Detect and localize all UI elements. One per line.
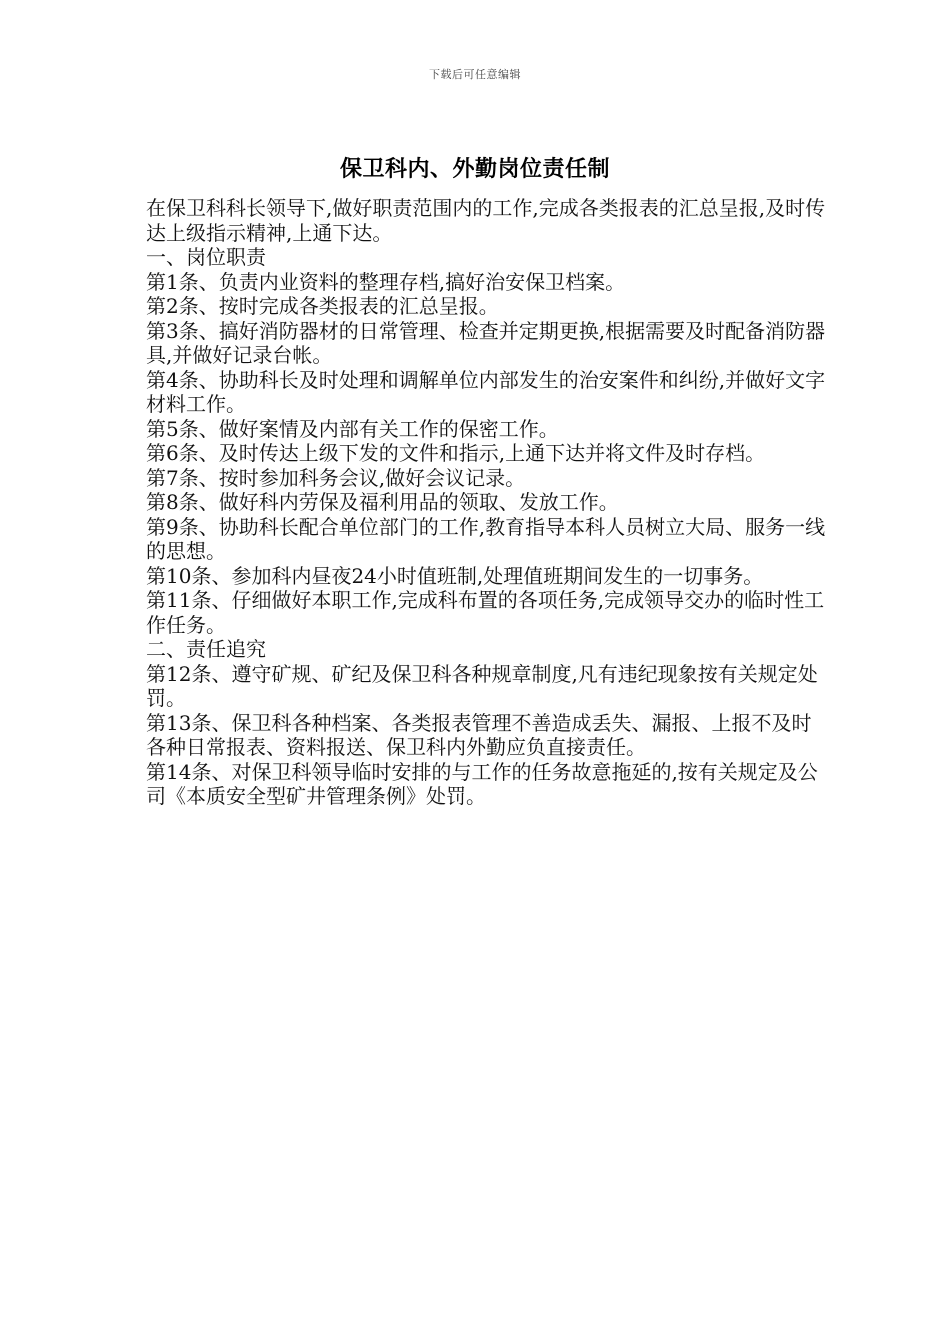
article-9: 第9条、协助科长配合单位部门的工作,教育指导本科人员树立大局、服务一线的思想。 [146,514,826,563]
article-14: 第14条、对保卫科领导临时安排的与工作的任务故意拖延的,按有关规定及公司《本质安全型矿井管理条例》处罚。 [146,759,818,808]
article-1: 第1条、负责内业资料的整理存档,搞好治安保卫档案。 [146,269,626,294]
article-11: 第11条、仔细做好本职工作,完成科布置的各项任务,完成领导交办的临时性工作任务。 [146,588,825,637]
article-10: 第10条、参加科内昼夜24小时值班制,处理值班期间发生的一切事务。 [146,563,764,588]
article-13: 第13条、保卫科各种档案、各类报表管理不善造成丢失、漏报、上报不及时各种日常报表、资料报送、保卫科内外勤应负直接责任。 [146,710,812,759]
article-12: 第12条、遵守矿规、矿纪及保卫科各种规章制度,凡有违纪现象按有关规定处罚。 [146,661,818,710]
article-3: 第3条、搞好消防器材的日常管理、检查并定期更换,根据需要及时配备消防器具,并做好记录台帐。 [146,318,826,367]
section-heading-accountability: 二、责任追究 [146,637,266,661]
section-heading-duties: 一、岗位职责 [146,245,266,269]
article-6: 第6条、及时传达上级下发的文件和指示,上通下达并将文件及时存档。 [146,441,766,465]
document-body [146,196,826,809]
article-5: 第5条、做好案情及内部有关工作的保密工作。 [146,416,559,441]
header-note: 下载后可任意编辑 [429,68,521,81]
article-8: 第8条、做好科内劳保及福利用品的领取、发放工作。 [146,490,619,514]
intro-paragraph: 在保卫科科长领导下,做好职责范围内的工作,完成各类报表的汇总呈报,及时传达上级指示精神,上通下达。 [146,196,826,245]
article-7: 第7条、按时参加科务会议,做好会议记录。 [146,465,526,490]
article-2: 第2条、按时完成各类报表的汇总呈报。 [146,294,499,318]
document-title: 保卫科内、外勤岗位责任制 [339,156,610,182]
article-4: 第4条、协助科长及时处理和调解单位内部发生的治安案件和纠纷,并做好文字材料工作。 [146,367,826,416]
